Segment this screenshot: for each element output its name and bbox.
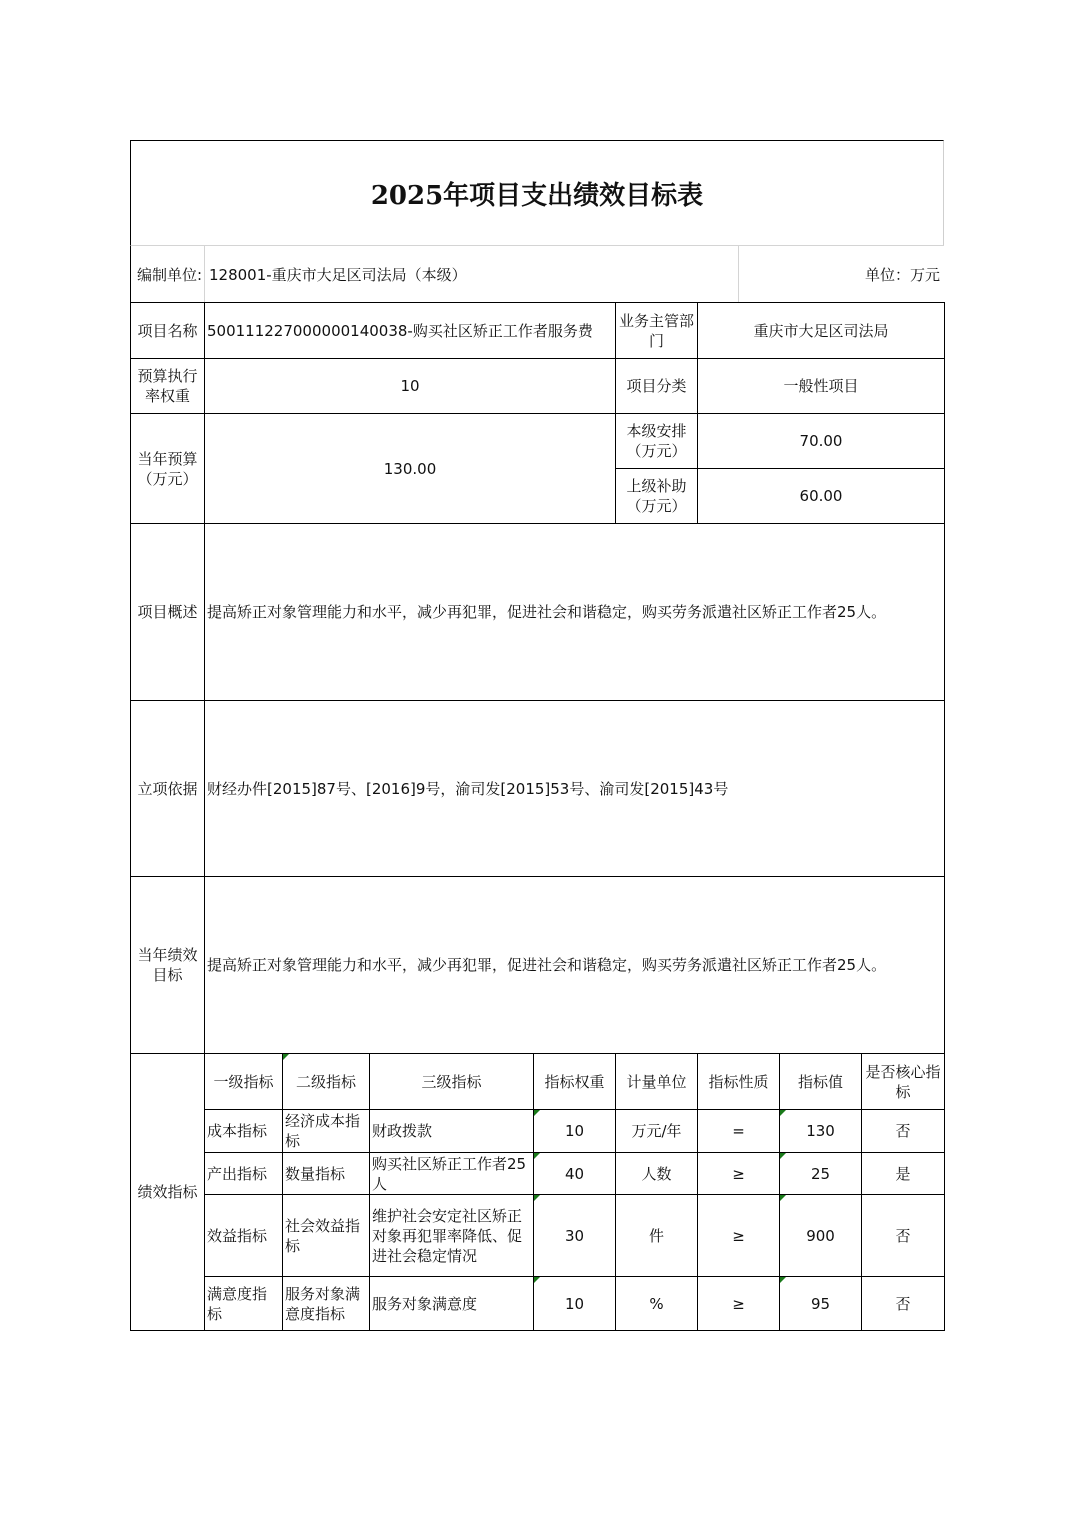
header-cell: 是否核心指标 (862, 1054, 945, 1110)
local-label: 本级安排（万元） (616, 414, 698, 469)
indicator-header-row (131, 1054, 945, 1110)
header-cell: 一级指标 (205, 1054, 283, 1110)
weight-cell: 10 (534, 1277, 616, 1331)
table-row (131, 1153, 945, 1195)
dept-label: 业务主管部门 (616, 303, 698, 359)
measure-unit-cell: 人数 (616, 1153, 698, 1195)
level2-cell: 社会效益指标 (283, 1195, 370, 1277)
level3-cell: 财政拨款 (370, 1110, 534, 1153)
budget-value: 130.00 (205, 414, 616, 524)
table-row (131, 1110, 945, 1153)
goal-label: 当年绩效目标 (131, 877, 205, 1054)
dept-value: 重庆市大足区司法局 (698, 303, 945, 359)
measure-unit-cell: 万元/年 (616, 1110, 698, 1153)
nature-cell: ≥ (698, 1277, 780, 1331)
header-cell: 指标值 (780, 1054, 862, 1110)
level1-cell: 满意度指标 (205, 1277, 283, 1331)
header-cell: 计量单位 (616, 1054, 698, 1110)
level1-cell: 成本指标 (205, 1110, 283, 1153)
overview-label: 项目概述 (131, 524, 205, 701)
weight-cell: 40 (534, 1153, 616, 1195)
unit-value: 128001-重庆市大足区司法局（本级） (205, 246, 739, 302)
nature-cell: ≥ (698, 1195, 780, 1277)
page-title: 2025年项目支出绩效目标表 (130, 140, 944, 245)
weight-label: 预算执行率权重 (131, 359, 205, 414)
level2-cell: 服务对象满意度指标 (283, 1277, 370, 1331)
level1-cell: 产出指标 (205, 1153, 283, 1195)
table-row (131, 1195, 945, 1277)
nature-cell: = (698, 1110, 780, 1153)
unit-row (130, 245, 944, 302)
project-name-label: 项目名称 (131, 303, 205, 359)
target-value-cell: 25 (780, 1153, 862, 1195)
level1-cell: 效益指标 (205, 1195, 283, 1277)
project-name-value: 500111227000000140038-购买社区矫正工作者服务费 (205, 303, 616, 359)
target-value-cell: 130 (780, 1110, 862, 1153)
local-value: 70.00 (698, 414, 945, 469)
upper-value: 60.00 (698, 469, 945, 524)
measure-unit-cell: % (616, 1277, 698, 1331)
target-value-cell: 95 (780, 1277, 862, 1331)
upper-label: 上级补助（万元） (616, 469, 698, 524)
core-flag-cell: 否 (862, 1195, 945, 1277)
measure-unit-cell: 件 (616, 1195, 698, 1277)
header-cell: 指标权重 (534, 1054, 616, 1110)
level3-cell: 购买社区矫正工作者25人 (370, 1153, 534, 1195)
level3-cell: 维护社会安定社区矫正对象再犯罪率降低、促进社会稳定情况 (370, 1195, 534, 1277)
overview-value: 提高矫正对象管理能力和水平，减少再犯罪，促进社会和谐稳定，购买劳务派遣社区矫正工作者25人。 (205, 524, 945, 701)
nature-cell: ≥ (698, 1153, 780, 1195)
level2-cell: 数量指标 (283, 1153, 370, 1195)
category-value: 一般性项目 (698, 359, 945, 414)
performance-target-sheet (130, 140, 944, 1331)
header-cell: 指标性质 (698, 1054, 780, 1110)
indicators-section-label: 绩效指标 (131, 1054, 205, 1331)
category-label: 项目分类 (616, 359, 698, 414)
weight-cell: 10 (534, 1110, 616, 1153)
core-flag-cell: 否 (862, 1110, 945, 1153)
project-info-table (130, 302, 945, 1331)
core-flag-cell: 是 (862, 1153, 945, 1195)
table-row (131, 1277, 945, 1331)
level2-cell: 经济成本指标 (283, 1110, 370, 1153)
goal-value: 提高矫正对象管理能力和水平，减少再犯罪，促进社会和谐稳定，购买劳务派遣社区矫正工作者25人。 (205, 877, 945, 1054)
core-flag-cell: 否 (862, 1277, 945, 1331)
money-unit: 单位：万元 (864, 265, 940, 284)
target-value-cell: 900 (780, 1195, 862, 1277)
weight-value: 10 (205, 359, 616, 414)
budget-label: 当年预算（万元） (131, 414, 205, 524)
weight-cell: 30 (534, 1195, 616, 1277)
header-cell: 二级指标 (283, 1054, 370, 1110)
basis-value: 财经办件[2015]87号、[2016]9号，渝司发[2015]53号、渝司发[2015]43号 (205, 701, 945, 877)
header-cell: 三级指标 (370, 1054, 534, 1110)
level3-cell: 服务对象满意度 (370, 1277, 534, 1331)
basis-label: 立项依据 (131, 701, 205, 877)
unit-label: 编制单位: (131, 246, 205, 302)
